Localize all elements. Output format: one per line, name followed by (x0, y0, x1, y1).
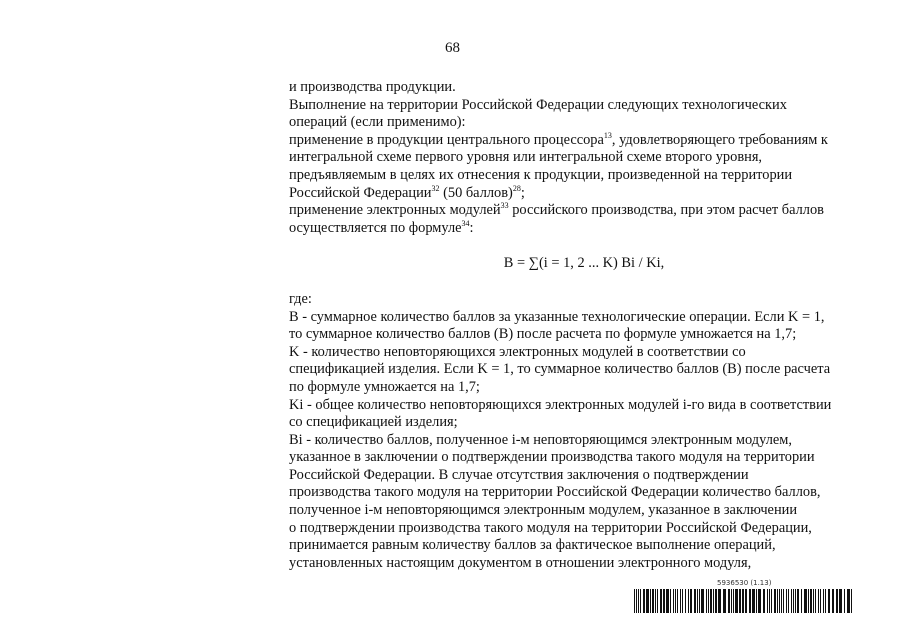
text-line: полученное i-м неповторяющимся электронным модулем, указанное в заключении (289, 502, 798, 519)
text-line: B - суммарное количество баллов за указанные технологические операции. Если K = 1, (289, 308, 825, 325)
text-line: Bi - количество баллов, полученное i-м неповторяющимся электронным модулем, (289, 431, 792, 448)
text-line: установленных настоящим документом в отношении электронного модуля, (289, 554, 752, 571)
text-line: со спецификацией изделия; (289, 414, 458, 431)
text-line: спецификацией изделия. Если K = 1, то суммарное количество баллов (B) после расчета (289, 361, 831, 378)
document-body (289, 79, 879, 572)
text-run: применение в продукции центрального процессора (289, 131, 604, 148)
text-line: Выполнение на территории Российской Федерации следующих технологических (289, 96, 787, 113)
text-line: принимается равным количеству баллов за фактическое выполнение операций, (289, 537, 776, 554)
text-line: Российской Федерации. В случае отсутствия заключения о подтверждении (289, 466, 749, 483)
text-run: (50 баллов) (439, 184, 513, 201)
text-line: указанное в заключении о подтверждении производства такого модуля на территории (289, 449, 815, 466)
text-line: где: (289, 290, 312, 307)
footnote-ref[interactable]: 13 (603, 130, 612, 140)
formula: B = ∑(i = 1, 2 ... K) Bi / Ki, (503, 255, 665, 272)
footnote-ref[interactable]: 32 (431, 183, 440, 193)
text-line: интегральной схеме первого уровня или интегральной схеме второго уровня, (289, 149, 763, 166)
text-run: , удовлетворяющего требованиям к (611, 131, 828, 148)
text-run: ; (520, 184, 525, 201)
text-line (289, 185, 879, 203)
text-line: то суммарное количество баллов (B) после расчета по формуле умножается на 1,7; (289, 326, 797, 343)
text-run: : (469, 219, 474, 236)
barcode (634, 589, 856, 613)
document-code: 5936530 (1.13) (717, 579, 772, 587)
text-run: применение электронных модулей (289, 202, 501, 219)
text-line: K - количество неповторяющихся электронных модулей в соответствии со (289, 343, 746, 360)
footnote-ref[interactable]: 33 (500, 201, 509, 211)
text-run: осуществляется по формуле (289, 219, 462, 236)
page-number: 68 (445, 40, 460, 56)
footnote-ref[interactable]: 28 (512, 183, 521, 193)
text-line: операций (если применимо): (289, 114, 466, 131)
text-line: о подтверждении производства такого модуля на территории Российской Федерации, (289, 519, 812, 536)
text-line: и производства продукции. (289, 79, 456, 95)
text-line: предъявляемым в целях их отнесения к продукции, произведенной на территории (289, 166, 793, 183)
text-line (289, 202, 879, 220)
text-line (289, 220, 879, 238)
text-run: Российской Федерации (289, 184, 432, 201)
text-line: производства такого модуля на территории Российской Федерации количество баллов, (289, 484, 821, 501)
text-line: Ki - общее количество неповторяющихся электронных модулей i-го вида в соответствии (289, 396, 832, 413)
text-run: российского производства, при этом расчет баллов (508, 202, 824, 219)
text-line: по формуле умножается на 1,7; (289, 378, 480, 395)
footnote-ref[interactable]: 34 (461, 218, 470, 228)
text-line (289, 132, 879, 150)
